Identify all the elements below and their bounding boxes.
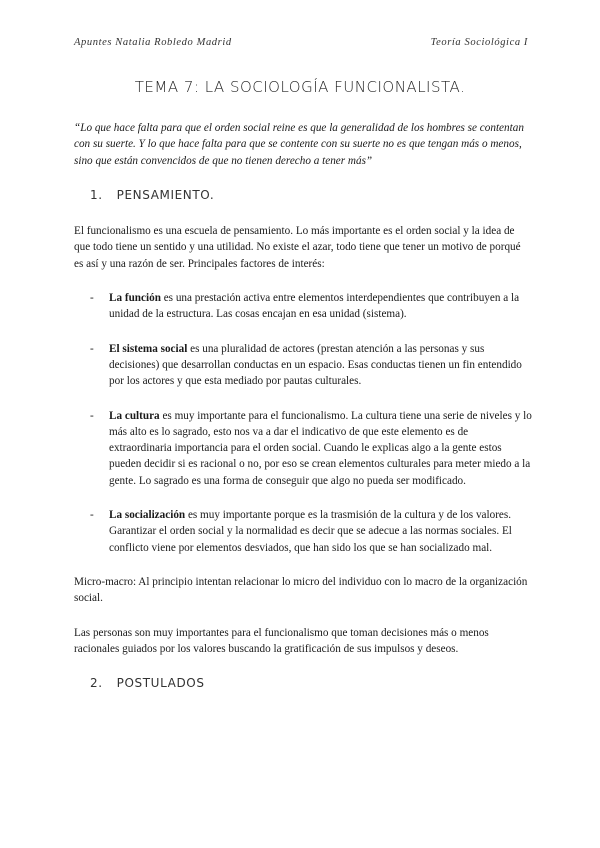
page-title: TEMA 7: LA SOCIOLOGÍA FUNCIONALISTA. [134, 78, 466, 96]
section-heading-postulados [90, 675, 532, 691]
page-header [74, 37, 528, 48]
factors-list [74, 290, 532, 556]
list-item [74, 408, 532, 489]
intro-paragraph: El funcionalismo es una escuela de pensamiento. Lo más importante es el orden social y la idea de que todo tiene un sentido y una utilidad. No existe el azar, todo tiene que tener un motivo de porqué es así y una razón de ser. Principales factores de interés: [74, 225, 521, 270]
header-course: Teoría Sociológica I [430, 37, 528, 48]
document-body [74, 120, 532, 711]
section-title: POSTULADOS [116, 676, 205, 691]
section-number: 1. [90, 187, 103, 202]
list-item-term: La cultura [109, 409, 160, 422]
list-item-text: es muy importante para el funcionalismo. La cultura tiene una serie de niveles y lo más alto es lo sagrado, esto nos va a dar el indicativo de que este elemento es de extraordinaria importancia para el orden social. Cuando le explicas algo a la gente estos pueden decidir si es racional o no, por eso se crean elementos culturales para meter miedo a la gente. Lo sagrado es una forma de conseguir que algo no pueda ser modificado. [109, 409, 532, 487]
personas-paragraph: Las personas son muy importantes para el funcionalismo que toman decisiones más o menos racionales guiados por los valores buscando la gratificación de sus impulsos y deseos. [74, 626, 489, 655]
header-author: Apuntes Natalia Robledo Madrid [74, 37, 232, 48]
section-heading-pensamiento [90, 187, 532, 203]
list-item-term: El sistema social [109, 342, 188, 355]
section-title: PENSAMIENTO. [116, 187, 215, 202]
section-number: 2. [90, 676, 103, 691]
list-item-text: es una prestación activa entre elementos interdependientes que contribuyen a la unidad de la estructura. Las cosas encajan en esa unidad (sistema). [109, 292, 520, 321]
opening-quote: “Lo que hace falta para que el orden social reine es que la generalidad de los hombres se contentan con su suerte. Y lo que hace falta para que se contente con su suerte no es que tengan más o menos, sino que están convencidos de que no tienen derecho a tener más” [74, 122, 524, 167]
list-item [74, 507, 532, 556]
list-item-term: La socialización [109, 509, 186, 522]
bullet-dash: - [90, 509, 94, 522]
bullet-dash: - [90, 342, 94, 355]
list-item [74, 290, 532, 323]
list-item [74, 341, 532, 390]
list-item-term: La función [109, 292, 161, 305]
micro-macro-paragraph: Micro-macro: Al principio intentan relacionar lo micro del individuo con lo macro de la organización social. [74, 575, 528, 605]
bullet-dash: - [90, 292, 94, 305]
list-item-text: es muy importante porque es la trasmisión de la cultura y de los valores. Garantizar el orden social y la normalidad es decir que se adecue a las normas sociales. El conflicto viene por elementos desviados, que han sido los que se han socializado mal. [109, 509, 512, 554]
list-item-text: es una pluralidad de actores (prestan atención a las personas y sus decisiones) que desarrollan conductas en un espacio. Esas conductas tienen un fin entendido por los actores y que esta mediado por pautas culturales. [109, 342, 522, 388]
bullet-dash: - [90, 409, 94, 422]
